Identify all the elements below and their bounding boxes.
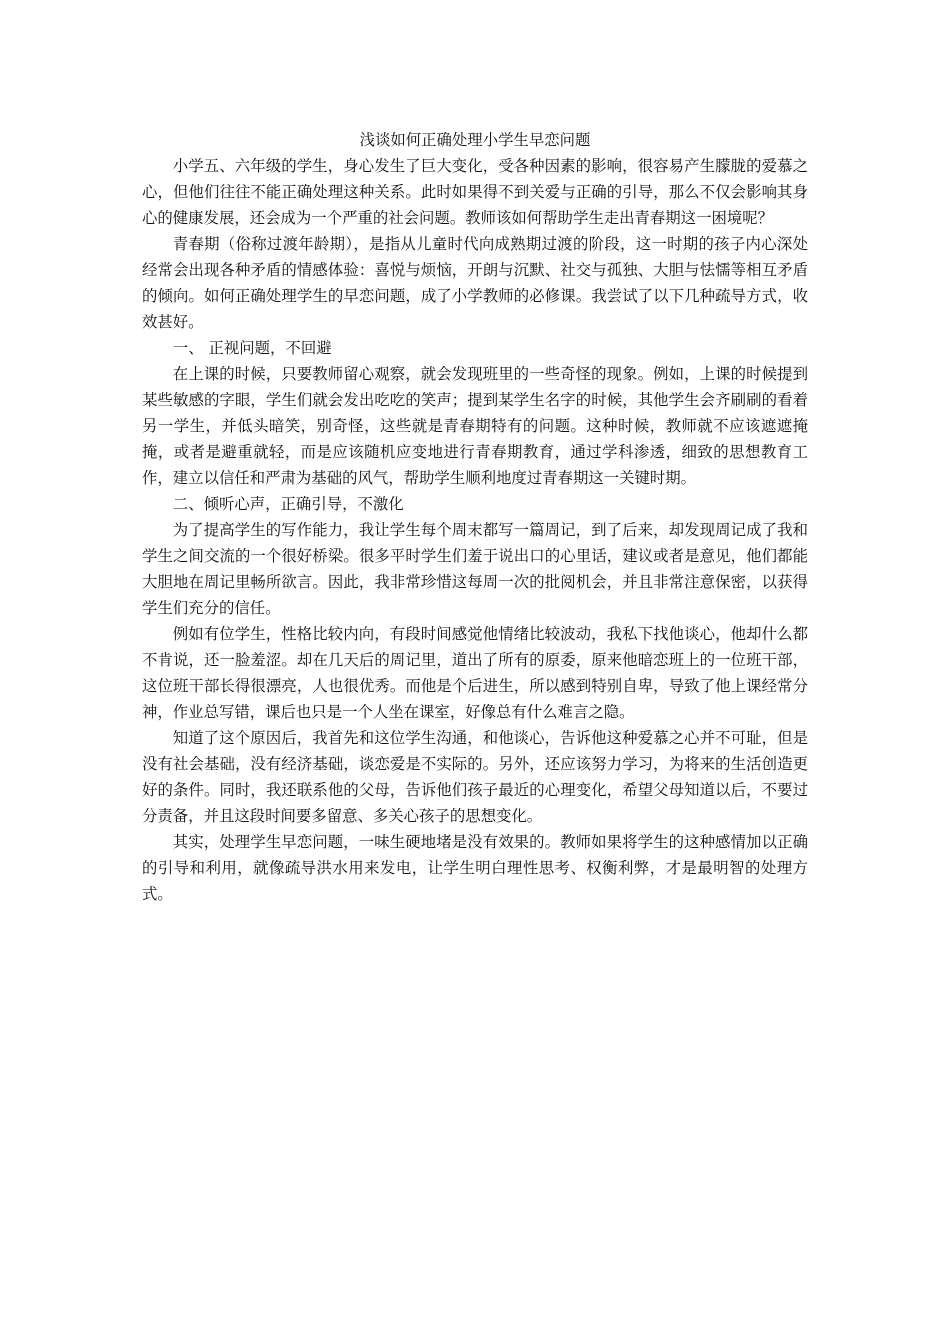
document-page [142,127,808,907]
section-heading-1: 一、 正视问题，不回避 [172,339,332,357]
paragraph-intro: 小学五、六年级的学生，身心发生了巨大变化，受各种因素的影响，很容易产生朦胧的爱慕之心，但他们往往不能正确处理这种关系。此时如果得不到关爱与正确的引导，那么不仅会影响其身心的健康发展，还会成为一个严重的社会问题。教师该如何帮助学生走出青春期这一困境呢？ [142,157,808,227]
paragraph-section-1: 在上课的时候，只要教师留心观察，就会发现班里的一些奇怪的现象。例如，上课的时候提到某些敏感的字眼，学生们就会发出吃吃的笑声；提到某学生名字的时候，其他学生会齐刷刷的看着另一学生，并低头暗笑，别奇怪，这些就是青春期特有的问题。这种时候，教师就不应该遮遮掩掩，或者是避重就轻，而是应该随机应变地进行青春期教育，通过学科渗透，细致的思想教育工作，建立以信任和严肃为基础的风气，帮助学生顺利地度过青春期这一关键时期。 [142,365,808,487]
section-heading-2: 二、倾听心声，正确引导，不激化 [172,495,404,513]
paragraph-example: 例如有位学生，性格比较内向，有段时间感觉他情绪比较波动，我私下找他谈心，他却什么都不肯说，还一脸羞涩。却在几天后的周记里，道出了所有的原委，原来他暗恋班上的一位班干部，这位班干部长得很漂亮，人也很优秀。而他是个后进生，所以感到特别自卑，导致了他上课经常分神，作业总写错，课后也只是一个人坐在课室，好像总有什么难言之隐。 [142,625,808,721]
paragraph-weekly-journal: 为了提高学生的写作能力，我让学生每个周末都写一篇周记，到了后来，却发现周记成了我和学生之间交流的一个很好桥梁。很多平时学生们羞于说出口的心里话，建议或者是意见，他们都能大胆地在周记里畅所欲言。因此，我非常珍惜这每周一次的批阅机会，并且非常注意保密，以获得学生们充分的信任。 [142,521,808,617]
paragraph-response: 知道了这个原因后，我首先和这位学生沟通，和他谈心，告诉他这种爱慕之心并不可耻，但是没有社会基础，没有经济基础，谈恋爱是不实际的。另外，还应该努力学习，为将来的生活创造更好的条件。同时，我还联系他的父母，告诉他们孩子最近的心理变化，希望父母知道以后，不要过分责备，并且这段时间要多留意、多关心孩子的思想变化。 [142,729,808,825]
document-title: 浅谈如何正确处理小学生早恋问题 [359,131,591,149]
paragraph-conclusion: 其实，处理学生早恋问题，一味生硬地堵是没有效果的。教师如果将学生的这种感情加以正确的引导和利用，就像疏导洪水用来发电，让学生明白理性思考、权衡利弊，才是最明智的处理方式。 [142,833,808,903]
paragraph-adolescence: 青春期（俗称过渡年龄期），是指从儿童时代向成熟期过渡的阶段，这一时期的孩子内心深处经常会出现各种矛盾的情感体验：喜悦与烦恼，开朗与沉默、社交与孤独、大胆与怯懦等相互矛盾的倾向。如何正确处理学生的早恋问题，成了小学教师的必修课。我尝试了以下几种疏导方式，收效甚好。 [142,235,808,331]
